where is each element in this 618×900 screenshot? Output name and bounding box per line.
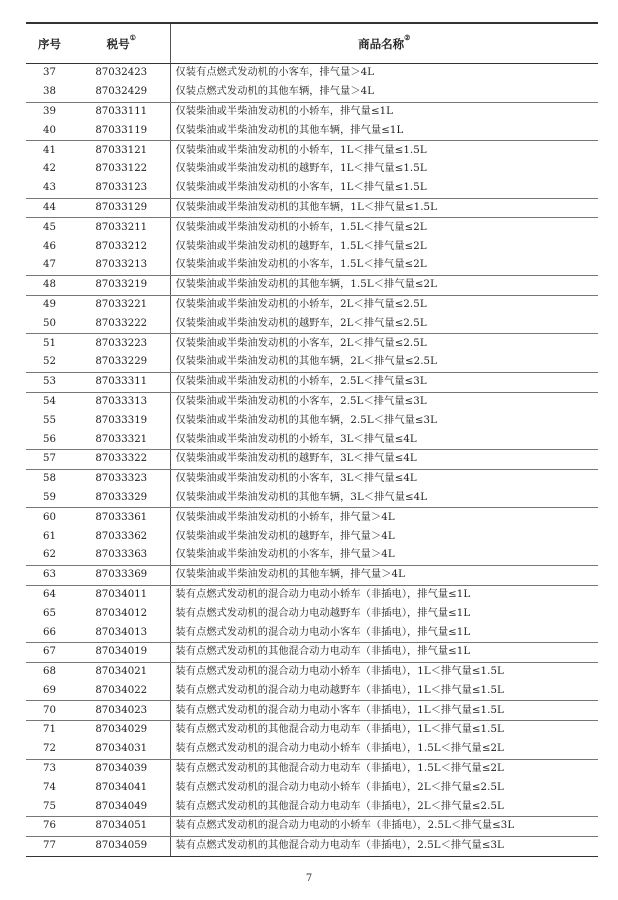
table-row [26,334,598,353]
row-goods-name: 仅装柴油或半柴油发动机的越野车，2L＜排气量≤2.5L [170,314,598,333]
table-row [26,527,598,546]
row-goods-name: 仅装柴油或半柴油发动机的其他车辆，排气量≤1L [170,121,598,140]
table-row [26,585,598,604]
row-tariff-code: 87033122 [95,163,148,175]
table-row [26,121,598,140]
row-tariff-code: 87033322 [73,449,170,469]
table-row [26,83,598,102]
row-goods-name: 装有点燃式发动机的其他混合动力电动车（非插电），排气量≤1L [170,642,598,662]
row-seq: 75 [26,797,73,816]
row-tariff-code: 87034012 [95,607,148,619]
row-tariff-code: 87033212 [95,240,148,252]
table-row [26,160,598,179]
tariff-table [26,22,598,857]
row-seq: 66 [26,623,73,642]
row-goods-name: 仅装柴油或半柴油发动机的小客车，1L＜排气量≤1.5L [170,179,598,198]
row-seq: 53 [26,372,73,392]
row-tariff-code: 87034029 [95,724,148,736]
row-seq: 71 [43,724,56,736]
row-goods-name: 装有点燃式发动机的其他混合动力电动车（非插电），2L＜排气量≤2.5L [170,797,598,816]
row-tariff-code: 87033222 [73,314,170,333]
table-row [26,682,598,701]
table-row [26,392,598,411]
row-tariff-code: 87033223 [95,337,148,349]
row-seq: 52 [26,353,73,372]
row-tariff-code: 87033323 [95,473,148,485]
row-tariff-code: 87034011 [95,588,148,600]
row-goods-name: 装有点燃式发动机的混合动力电动越野车（非插电），排气量≤1L [170,604,598,623]
row-goods-name: 装有点燃式发动机的混合动力电动的小轿车（非插电），2.5L＜排气量≤3L [170,817,598,837]
row-tariff-code: 87033329 [73,489,170,508]
row-tariff-code: 87034023 [73,701,170,721]
row-tariff-code: 87033219 [73,275,170,295]
table-row [26,141,598,160]
row-seq: 37 [43,67,56,79]
header-name: 商品名称② [170,23,598,64]
row-tariff-code: 87034019 [73,642,170,662]
table-row [26,256,598,275]
row-tariff-code: 87033119 [73,121,170,140]
table-row [26,430,598,449]
row-goods-name: 仅装柴油或半柴油发动机的其他车辆，排气量＞4L [170,565,598,585]
table-row [26,469,598,488]
row-seq: 45 [43,221,56,233]
row-goods-name: 仅装有点燃式发动机的小客车，排气量＞4L [170,64,598,83]
row-seq: 46 [43,240,56,252]
table-row [26,295,598,314]
row-goods-name: 仅装柴油或半柴油发动机的小客车，2.5L＜排气量≤3L [170,392,598,411]
table-row [26,198,598,218]
table-row [26,508,598,527]
row-tariff-code: 87033369 [73,565,170,585]
row-tariff-code: 87033311 [73,372,170,392]
row-tariff-code: 87034021 [95,666,148,678]
tariff-table-sheet [26,22,598,857]
table-row [26,372,598,392]
table-row [26,411,598,430]
row-goods-name: 仅装柴油或半柴油发动机的小轿车，排气量＞4L [170,508,598,527]
table-row [26,64,598,83]
row-seq: 76 [26,817,73,837]
row-tariff-code: 87034031 [73,740,170,759]
table-row [26,102,598,121]
row-goods-name: 仅装柴油或半柴油发动机的其他车辆，1L＜排气量≤1.5L [170,198,598,218]
row-goods-name: 装有点燃式发动机的混合动力电动小轿车（非插电），排气量≤1L [170,585,598,604]
row-tariff-code: 87033111 [95,105,148,117]
row-goods-name: 仅装柴油或半柴油发动机的其他车辆，3L＜排气量≤4L [170,489,598,508]
row-tariff-code: 87033123 [73,179,170,198]
table-row [26,565,598,585]
row-goods-name: 仅装柴油或半柴油发动机的小客车，2L＜排气量≤2.5L [170,334,598,353]
table-row [26,759,598,778]
row-goods-name: 装有点燃式发动机的混合动力电动小客车（非插电），1L＜排气量≤1.5L [170,701,598,721]
row-tariff-code: 87033211 [95,221,148,233]
row-seq: 50 [26,314,73,333]
row-seq: 70 [26,701,73,721]
row-seq: 44 [26,198,73,218]
row-seq: 77 [26,836,73,856]
table-row [26,218,598,237]
table-row [26,642,598,662]
table-row [26,817,598,837]
row-tariff-code: 87032429 [73,83,170,102]
row-seq: 63 [26,565,73,585]
table-row [26,604,598,623]
row-seq: 47 [26,256,73,275]
row-goods-name: 装有点燃式发动机的混合动力电动小客车（非插电），排气量≤1L [170,623,598,642]
row-seq: 60 [43,511,56,523]
row-seq: 48 [26,275,73,295]
row-goods-name: 装有点燃式发动机的其他混合动力电动车（非插电），1L＜排气量≤1.5L [170,721,598,740]
row-tariff-code: 87034051 [73,817,170,837]
row-goods-name: 仅装柴油或半柴油发动机的其他车辆，1.5L＜排气量≤2L [170,275,598,295]
row-tariff-code: 87033313 [95,395,148,407]
row-seq: 64 [43,588,56,600]
row-seq: 57 [26,449,73,469]
row-goods-name: 仅装柴油或半柴油发动机的小轿车，2L＜排气量≤2.5L [170,295,598,314]
row-seq: 56 [26,430,73,449]
table-row [26,237,598,256]
row-tariff-code: 87033121 [95,144,148,156]
row-tariff-code: 87033362 [95,530,148,542]
row-seq: 40 [26,121,73,140]
row-goods-name: 仅装柴油或半柴油发动机的其他车辆，2L＜排气量≤2.5L [170,353,598,372]
table-row [26,449,598,469]
row-seq: 73 [43,763,56,775]
row-tariff-code: 87033129 [73,198,170,218]
row-goods-name: 仅装柴油或半柴油发动机的越野车，3L＜排气量≤4L [170,449,598,469]
row-seq: 61 [43,530,56,542]
table-header-row [26,23,598,64]
row-tariff-code: 87034013 [73,623,170,642]
row-seq: 67 [26,642,73,662]
row-seq: 42 [43,163,56,175]
row-goods-name: 仅装柴油或半柴油发动机的越野车，1.5L＜排气量≤2L [170,237,598,256]
row-seq: 38 [26,83,73,102]
header-code: 税号① [73,23,170,64]
row-seq: 58 [43,473,56,485]
row-goods-name: 装有点燃式发动机的混合动力电动小轿车（非插电），1L＜排气量≤1.5L [170,662,598,681]
row-seq: 54 [43,395,56,407]
row-tariff-code: 87033361 [95,511,148,523]
row-goods-name: 装有点燃式发动机的混合动力电动小轿车（非插电），2L＜排气量≤2.5L [170,778,598,797]
header-seq: 序号 [26,23,73,64]
table-row [26,623,598,642]
row-goods-name: 仅装柴油或半柴油发动机的小轿车，排气量≤1L [170,102,598,121]
row-seq: 74 [43,781,56,793]
row-seq: 39 [43,105,56,117]
row-tariff-code: 87034059 [73,836,170,856]
table-row [26,353,598,372]
row-seq: 62 [26,546,73,565]
row-goods-name: 仅装柴油或半柴油发动机的小客车，排气量＞4L [170,546,598,565]
row-goods-name: 仅装点燃式发动机的其他车辆，排气量＞4L [170,83,598,102]
row-goods-name: 装有点燃式发动机的其他混合动力电动车（非插电），1.5L＜排气量≤2L [170,759,598,778]
row-goods-name: 仅装柴油或半柴油发动机的小轿车，1.5L＜排气量≤2L [170,218,598,237]
row-goods-name: 仅装柴油或半柴油发动机的小轿车，3L＜排气量≤4L [170,430,598,449]
row-tariff-code: 87032423 [95,67,148,79]
row-goods-name: 装有点燃式发动机的混合动力电动小轿车（非插电），1.5L＜排气量≤2L [170,740,598,759]
row-tariff-code: 87033321 [73,430,170,449]
row-seq: 72 [26,740,73,759]
row-tariff-code: 87033221 [95,298,148,310]
row-tariff-code: 87033319 [95,414,148,426]
row-seq: 49 [43,298,56,310]
table-row [26,797,598,816]
row-goods-name: 仅装柴油或半柴油发动机的越野车，排气量＞4L [170,527,598,546]
row-tariff-code: 87034022 [73,682,170,701]
page-number: 7 [305,873,313,884]
table-row [26,489,598,508]
row-seq: 41 [43,144,56,156]
table-row [26,546,598,565]
row-seq: 55 [43,414,56,426]
table-row [26,778,598,797]
row-seq: 68 [43,666,56,678]
row-goods-name: 仅装柴油或半柴油发动机的小客车，1.5L＜排气量≤2L [170,256,598,275]
row-seq: 51 [43,337,56,349]
row-goods-name: 仅装柴油或半柴油发动机的小客车，3L＜排气量≤4L [170,469,598,488]
row-tariff-code: 87034041 [95,781,148,793]
row-tariff-code: 87034049 [73,797,170,816]
header-name-footnote-mark: ② [404,32,411,42]
header-code-footnote-mark: ① [129,32,136,42]
row-goods-name: 仅装柴油或半柴油发动机的越野车，1L＜排气量≤1.5L [170,160,598,179]
row-tariff-code: 87033363 [73,546,170,565]
row-tariff-code: 87033229 [73,353,170,372]
row-tariff-code: 87034039 [95,763,148,775]
row-seq: 65 [43,607,56,619]
row-goods-name: 装有点燃式发动机的混合动力电动越野车（非插电），1L＜排气量≤1.5L [170,682,598,701]
table-row [26,662,598,681]
table-row [26,275,598,295]
row-goods-name: 仅装柴油或半柴油发动机的其他车辆，2.5L＜排气量≤3L [170,411,598,430]
table-row [26,701,598,721]
row-goods-name: 装有点燃式发动机的其他混合动力电动车（非插电），2.5L＜排气量≤3L [170,836,598,856]
row-seq: 59 [26,489,73,508]
row-seq: 69 [26,682,73,701]
table-row [26,314,598,333]
table-row [26,179,598,198]
table-row [26,836,598,856]
table-row [26,721,598,740]
row-goods-name: 仅装柴油或半柴油发动机的小轿车，2.5L＜排气量≤3L [170,372,598,392]
table-row [26,740,598,759]
row-tariff-code: 87033213 [73,256,170,275]
row-seq: 43 [26,179,73,198]
row-goods-name: 仅装柴油或半柴油发动机的小轿车，1L＜排气量≤1.5L [170,141,598,160]
